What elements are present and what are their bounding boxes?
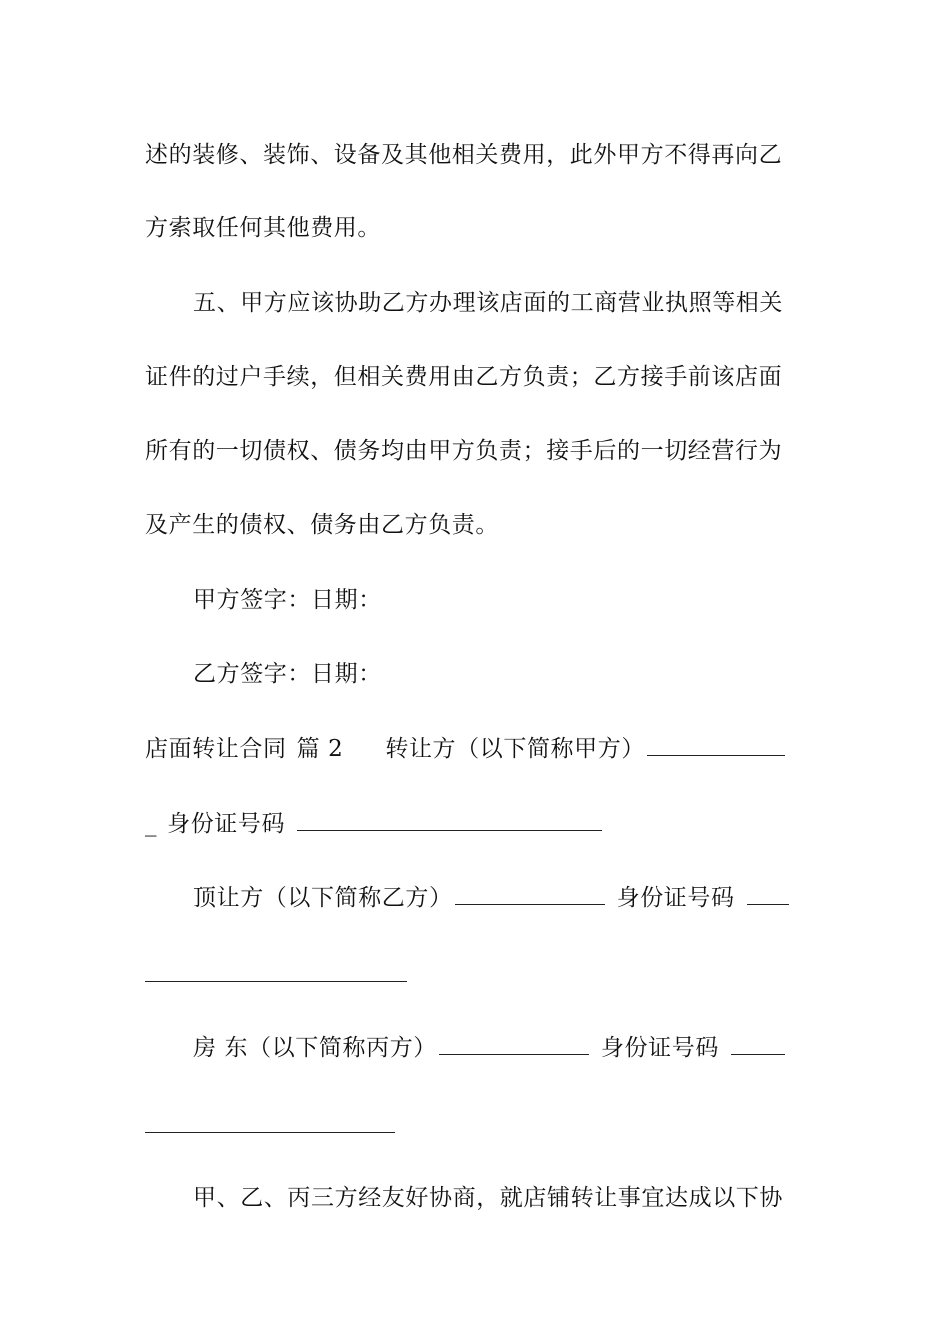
- contract-heading: 店面转让合同: [145, 736, 287, 762]
- transferor-id-blank[interactable]: [297, 812, 602, 831]
- landlord-id-blank-continued[interactable]: [145, 1131, 395, 1133]
- text-line-5: 所有的一切债权、债务均由甲方负责；接手后的一切经营行为: [145, 438, 783, 464]
- transferee-name-blank[interactable]: [455, 886, 605, 905]
- landlord-id-blank-start[interactable]: [731, 1036, 785, 1055]
- id-number-label-3: 身份证号码: [600, 1035, 719, 1061]
- id-number-label-1: 身份证号码: [167, 811, 286, 837]
- landlord-line: [193, 1033, 810, 1063]
- text-line-2: 方索取任何其他费用。: [145, 215, 381, 241]
- transferee-line: [193, 883, 810, 913]
- text-line-1: 述的装修、装饰、设备及其他相关费用，此外甲方不得再向乙: [145, 142, 783, 168]
- agreement-intro-line: 甲、乙、丙三方经友好协商，就店铺转让事宜达成以下协: [193, 1185, 783, 1211]
- text-line-6: 及产生的债权、债务由乙方负责。: [145, 512, 499, 538]
- landlord-name-blank[interactable]: [439, 1036, 589, 1055]
- text-line-4: 证件的过户手续，但相关费用由乙方负责；乙方接手前该店面: [145, 364, 783, 390]
- text-line-3: 五、甲方应该协助乙方办理该店面的工商营业执照等相关: [193, 290, 783, 316]
- transferor-label: 转让方（以下简称甲方）: [385, 736, 645, 762]
- id-number-label-2: 身份证号码: [616, 885, 735, 911]
- party-b-signature-line: 乙方签字：日期：: [193, 661, 382, 687]
- landlord-label: 房 东（以下简称丙方）: [193, 1035, 437, 1061]
- continued-blank: _: [145, 811, 158, 837]
- transferor-name-blank[interactable]: [647, 737, 785, 756]
- transferor-id-line: [145, 809, 810, 839]
- part-number: 篇 2: [296, 736, 344, 762]
- transferee-id-blank-continued[interactable]: [145, 980, 407, 982]
- party-a-signature-line: 甲方签字：日期：: [193, 587, 382, 613]
- transferee-id-blank-start[interactable]: [747, 886, 789, 905]
- transferee-label: 顶让方（以下简称乙方）: [193, 885, 453, 911]
- section2-header-line: [145, 734, 810, 764]
